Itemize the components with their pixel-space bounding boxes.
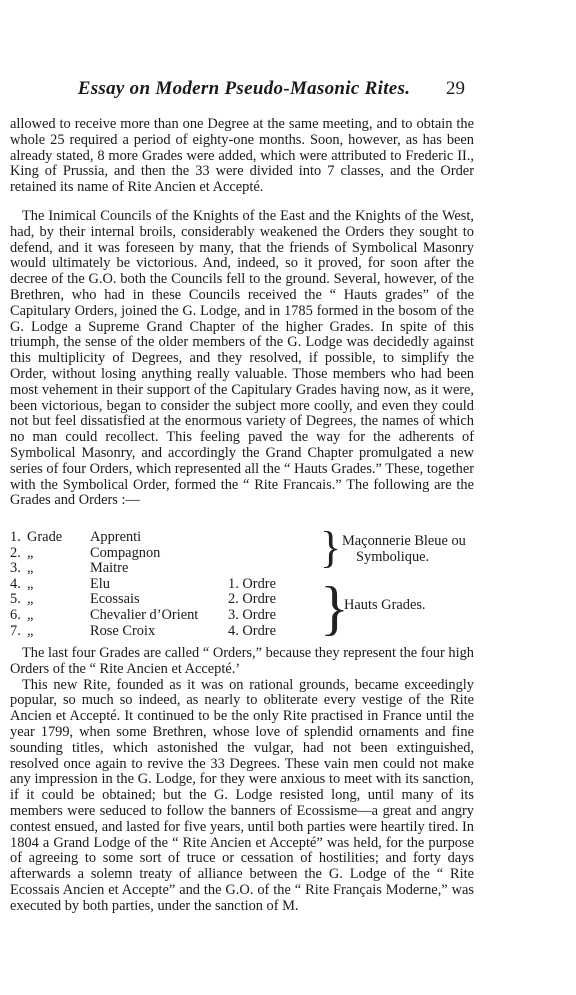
grade-order: 4. Ordre (228, 622, 276, 639)
grade-row (10, 624, 474, 640)
grade-name: Ecossais (90, 591, 140, 608)
paragraph: The Inimical Councils of the Knights of the East and the Knights of the West, had, by their internal broils, considerably weakened the Orders they sought to defend, and it was foreseen by many, that the friends of Symbolical Masonry would ultimately be victorious. And, indeed, so it proved, for soon after the decree of the G.O. both the Councils fell to the ground. Several, however, of the Brethren, who had in these Councils received the “ Hauts grades” of the Capitulary Orders, joined the G. Lodge, and in 1785 formed in the bosom of the G. Lodge a Supreme Grand Chapter of the higher Grades. In spite of this triumph, the sense of the older members of the G. Lodge was decidedly against this multiplicity of Degrees, and they resolved, if possible, to simplify the Order, without losing anything really valuable. Those members who had been most vehement in their support of the Capitulary Grades having now, as it were, been victorious, began to consider the subject more coolly, and even they could not but feel dissatisfied at the enormous variety of Degrees, the names of which no man could recollect. This feeling paved the way for the adherents of Symbolical Masonry, and accordingly the Grand Chapter promulgated a new series of four Orders, which represented all the “ Hauts Grades.” These, together with the Symbolical Order, formed the “ Rite Francais.” The following are the Grades and Orders :— (10, 208, 474, 509)
grade-word: „ (27, 606, 34, 623)
grade-number: 3. (10, 560, 21, 577)
grade-word: „ (27, 575, 34, 592)
grade-number: 1. (10, 529, 21, 545)
paragraph-continuation (10, 117, 474, 196)
grade-word: „ (27, 591, 34, 608)
grade-word: Grade (27, 529, 63, 545)
paragraph: The last four Grades are called “ Orders,” because they represent the four high Orders of the “ Rite Ancien et Accepté.’ (10, 645, 474, 677)
running-header: Essay on Modern Pseudo-Masonic Rites. (77, 78, 411, 99)
grade-name: Apprenti (90, 529, 142, 545)
paragraph-inimical-councils (10, 209, 474, 509)
grade-word: „ (27, 544, 34, 561)
brace-symbolic: } (320, 523, 342, 572)
grade-order: 1. Ordre (228, 575, 276, 592)
group-label-symbolic: Maçonnerie Bleue ou (342, 533, 466, 549)
paragraph: allowed to receive more than one Degree at the same meeting, and to obtain the whole 25 required a period of eighty-one months. Soon, however, as has been already stated, 8 more Grades were added, which were attributed to Frederic II., King of Prussia, and then the 33 were divided into 7 classes, and the Order retained its name of Rite Ancien et Accepté. (10, 116, 474, 196)
group-label-hauts: Hauts Grades. (344, 597, 426, 613)
grade-name: Chevalier d’Orient (90, 606, 199, 623)
grade-number: 7. (10, 622, 21, 639)
grades-table (10, 523, 474, 641)
paragraph-block-bottom (10, 646, 474, 915)
grade-number: 4. (10, 575, 21, 592)
grade-name: Elu (90, 575, 110, 592)
page-number: 29 (446, 78, 465, 99)
grade-name: Rose Croix (90, 622, 156, 639)
grade-number: 6. (10, 606, 21, 623)
grade-name: Compagnon (90, 544, 161, 561)
paragraph: This new Rite, founded as it was on rational grounds, became exceedingly popular, so much so indeed, as nearly to obliterate every vestige of the Rite Ancien et Accepté. It continued to be the only Rite practised in France until the year 1799, when some Brethren, whose love of splendid ornaments and fine sounding titles, which astonished the vulgar, had not been extinguished, resolved once again to revive the 33 Degrees. These vain men could not make any impression in the G. Lodge, for they were anxious to meet with its sanction, if it could be obtained; but the G. Lodge resisted long, until many of its members were seduced to follow the banners of Ecossisme—a great and angry contest ensued, and lasted for five years, until both parties were heartily tired. In 1804 a Grand Lodge of the “ Rite Ancien et Accepté” was held, for the purpose of agreeing to some sort of truce or cessation of hostilities; and forty days afterwards a solemn treaty of alliance between the G. Lodge of the “ Rite Ecossais Ancien et Accepte” and the G.O. of the “ Rite Français Moderne,” was executed by both parties, under the sanction of M. (10, 676, 474, 914)
brace-hauts: } (320, 575, 349, 641)
grade-order: 2. Ordre (228, 591, 276, 608)
grade-word: „ (27, 560, 34, 577)
grade-order: 3. Ordre (228, 606, 276, 623)
grade-number: 5. (10, 591, 21, 608)
grade-number: 2. (10, 544, 21, 561)
grade-name: Maitre (90, 560, 129, 577)
group-label-symbolic-2: Symbolique. (356, 549, 430, 565)
grade-row (10, 577, 474, 593)
grade-word: „ (27, 622, 34, 639)
